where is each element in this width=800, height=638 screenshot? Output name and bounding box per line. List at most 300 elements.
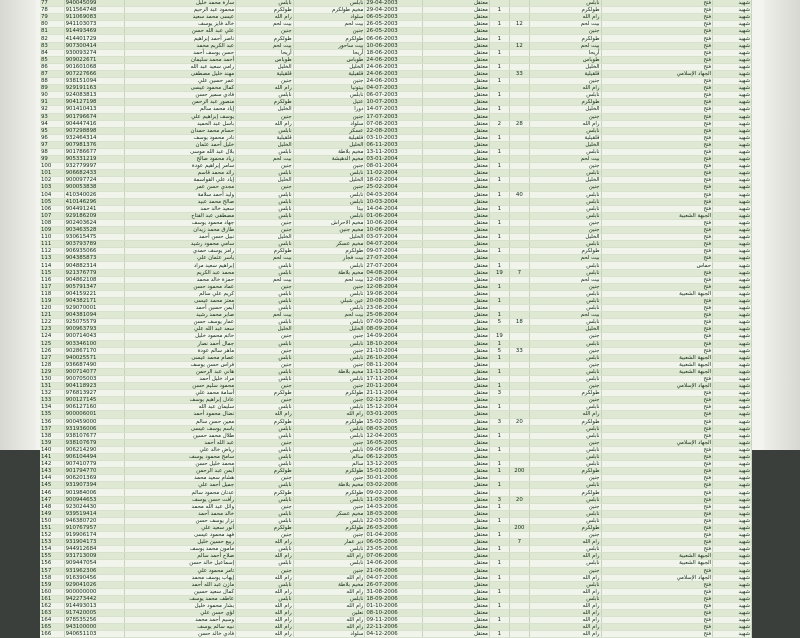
cell-organization: فتح xyxy=(601,418,713,425)
cell-governorate-b: نابلس xyxy=(529,354,601,361)
cell-count-b xyxy=(509,177,529,184)
cell-governorate-b: نابلس xyxy=(529,375,601,382)
cell-name: مراد خليل أحمد xyxy=(124,375,236,382)
cell-governorate-b: رام الله xyxy=(529,610,601,617)
cell-id-number: 906127160 xyxy=(64,404,124,411)
cell-name: رياض خالد علي xyxy=(124,446,236,453)
cell-locality: رام الله xyxy=(293,411,365,418)
cell-type: شهيد xyxy=(713,510,752,517)
cell-name: عمار يوسف حسن xyxy=(124,319,236,326)
cell-serial: 132 xyxy=(40,390,64,397)
cell-status: معتقل xyxy=(422,489,489,496)
cell-type: شهيد xyxy=(713,156,752,163)
cell-governorate-a: نابلس xyxy=(236,425,294,432)
cell-name: تامر محمود علي xyxy=(124,567,236,574)
cell-governorate-b: جنين xyxy=(529,227,601,234)
cell-count-b xyxy=(509,106,529,113)
cell-type: شهيد xyxy=(713,276,752,283)
table-row xyxy=(40,49,752,56)
cell-serial: 87 xyxy=(40,70,64,77)
cell-count-a xyxy=(489,553,509,560)
cell-date: 17-11-2004 xyxy=(365,375,423,382)
cell-type: شهيد xyxy=(713,503,752,510)
cell-governorate-a: نابلس xyxy=(236,148,294,155)
cell-count-a: 1 xyxy=(489,92,509,99)
cell-governorate-a: طولكرم xyxy=(236,418,294,425)
cell-id-number: 941103073 xyxy=(64,21,124,28)
cell-count-a xyxy=(489,425,509,432)
cell-governorate-a: قلقيلية xyxy=(236,134,294,141)
cell-status: معتقل xyxy=(422,141,489,148)
cell-governorate-b: نابلس xyxy=(529,319,601,326)
cell-governorate-b: بيت لحم xyxy=(529,42,601,49)
cell-governorate-b: نابلس xyxy=(529,262,601,269)
cell-serial: 93 xyxy=(40,113,64,120)
cell-locality: قلقيلية xyxy=(293,70,365,77)
cell-count-b xyxy=(509,276,529,283)
cell-serial: 164 xyxy=(40,617,64,624)
cell-locality: سالم xyxy=(293,454,365,461)
cell-locality: نابلس xyxy=(293,170,365,177)
cell-governorate-a: طولكرم xyxy=(236,99,294,106)
cell-count-a xyxy=(489,156,509,163)
cell-serial: 112 xyxy=(40,248,64,255)
cell-name: نبيل حسن أحمد xyxy=(124,234,236,241)
cell-governorate-b: رام الله xyxy=(529,14,601,21)
cell-governorate-a: طولكرم xyxy=(236,35,294,42)
cell-count-a xyxy=(489,510,509,517)
table-row xyxy=(40,567,752,574)
cell-name: حسن يوسف أحمد xyxy=(124,49,236,56)
cell-governorate-a: نابلس xyxy=(236,432,294,439)
cell-count-a xyxy=(489,375,509,382)
cell-status: معتقل xyxy=(422,432,489,439)
table-row xyxy=(40,141,752,148)
cell-status: معتقل xyxy=(422,418,489,425)
cell-name: كريم علي سالم xyxy=(124,290,236,297)
cell-organization: فتح xyxy=(601,21,713,28)
cell-count-a xyxy=(489,539,509,546)
cell-count-a xyxy=(489,454,509,461)
cell-count-a xyxy=(489,28,509,35)
table-row xyxy=(40,319,752,326)
cell-count-a xyxy=(489,475,509,482)
cell-count-b xyxy=(509,156,529,163)
cell-status: معتقل xyxy=(422,326,489,333)
cell-governorate-b: نابلس xyxy=(529,496,601,503)
cell-governorate-a: نابلس xyxy=(236,368,294,375)
cell-governorate-a: نابلس xyxy=(236,461,294,468)
cell-name: مهند خليل مصطفى xyxy=(124,70,236,77)
cell-count-b xyxy=(509,375,529,382)
cell-organization: فتح xyxy=(601,624,713,631)
cell-date: 10-06-2004 xyxy=(365,227,423,234)
cell-serial: 95 xyxy=(40,127,64,134)
cell-locality: مخيم الاحراش xyxy=(293,219,365,226)
cell-count-a xyxy=(489,170,509,177)
cell-count-b xyxy=(509,546,529,553)
cell-status: معتقل xyxy=(422,28,489,35)
cell-count-a: 2 xyxy=(489,120,509,127)
cell-status: معتقل xyxy=(422,375,489,382)
cell-id-number: 904882314 xyxy=(64,262,124,269)
cell-governorate-a: قلقيلية xyxy=(236,70,294,77)
table-row xyxy=(40,361,752,368)
cell-governorate-a: جنين xyxy=(236,439,294,446)
cell-locality: دير عمار xyxy=(293,539,365,546)
cell-governorate-b: نابلس xyxy=(529,212,601,219)
cell-count-b xyxy=(509,595,529,602)
cell-id-number: 904127198 xyxy=(64,99,124,106)
cell-governorate-a: الخليل xyxy=(236,234,294,241)
cell-serial: 153 xyxy=(40,539,64,546)
cell-name: خليل أحمد عثمان xyxy=(124,141,236,148)
cell-serial: 165 xyxy=(40,624,64,631)
cell-count-b xyxy=(509,0,529,7)
cell-governorate-b: جنين xyxy=(529,475,601,482)
cell-type: شهيد xyxy=(713,574,752,581)
table-row xyxy=(40,56,752,63)
cell-status: معتقل xyxy=(422,624,489,631)
cell-count-a: 1 xyxy=(489,205,509,212)
cell-type: شهيد xyxy=(713,35,752,42)
cell-serial: 142 xyxy=(40,461,64,468)
cell-count-a xyxy=(489,624,509,631)
cell-id-number: 901984006 xyxy=(64,489,124,496)
cell-status: معتقل xyxy=(422,234,489,241)
cell-governorate-a: نابلس xyxy=(236,205,294,212)
cell-status: معتقل xyxy=(422,35,489,42)
cell-status: معتقل xyxy=(422,120,489,127)
cell-governorate-a: بيت لحم xyxy=(236,255,294,262)
cell-serial: 123 xyxy=(40,326,64,333)
cell-count-b xyxy=(509,63,529,70)
cell-status: معتقل xyxy=(422,610,489,617)
cell-locality: رام الله xyxy=(293,588,365,595)
cell-governorate-a: نابلس xyxy=(236,241,294,248)
cell-status: معتقل xyxy=(422,368,489,375)
cell-status: معتقل xyxy=(422,0,489,7)
cell-type: شهيد xyxy=(713,333,752,340)
cell-serial: 163 xyxy=(40,610,64,617)
cell-name: حسام محمد حمدان xyxy=(124,127,236,134)
table-row xyxy=(40,7,752,14)
cell-status: معتقل xyxy=(422,163,489,170)
cell-governorate-a: رام الله xyxy=(236,120,294,127)
cell-count-b xyxy=(509,602,529,609)
cell-organization: فتح xyxy=(601,539,713,546)
cell-locality: عين شبلي xyxy=(293,297,365,304)
cell-count-a xyxy=(489,198,509,205)
cell-count-a xyxy=(489,595,509,602)
cell-governorate-b: جنين xyxy=(529,333,601,340)
cell-type: شهيد xyxy=(713,482,752,489)
cell-type: شهيد xyxy=(713,602,752,609)
cell-governorate-b: جنين xyxy=(529,383,601,390)
cell-organization: فتح xyxy=(601,297,713,304)
cell-date: 10-03-2004 xyxy=(365,198,423,205)
cell-id-number: 900459000 xyxy=(64,418,124,425)
table-row xyxy=(40,368,752,375)
cell-status: معتقل xyxy=(422,42,489,49)
cell-serial: 161 xyxy=(40,595,64,602)
cell-date: 24-06-2003 xyxy=(365,78,423,85)
table-row xyxy=(40,468,752,475)
cell-type: شهيد xyxy=(713,305,752,312)
cell-type: شهيد xyxy=(713,312,752,319)
cell-serial: 94 xyxy=(40,120,64,127)
cell-organization: فتح xyxy=(601,99,713,106)
cell-date: 15-01-2006 xyxy=(365,468,423,475)
table-row xyxy=(40,461,752,468)
cell-type: شهيد xyxy=(713,290,752,297)
cell-count-b xyxy=(509,198,529,205)
cell-count-b xyxy=(509,390,529,397)
table-row xyxy=(40,234,752,241)
cell-locality: جنين xyxy=(293,532,365,539)
cell-count-a xyxy=(489,141,509,148)
cell-count-a: 3 xyxy=(489,418,509,425)
cell-count-b xyxy=(509,113,529,120)
cell-id-number: 907300414 xyxy=(64,42,124,49)
records-table-body xyxy=(40,0,752,638)
cell-date: 04-03-2004 xyxy=(365,191,423,198)
cell-count-a: 1 xyxy=(489,432,509,439)
cell-governorate-a: نابلس xyxy=(236,482,294,489)
cell-locality: نعلين xyxy=(293,610,365,617)
cell-locality: جنين xyxy=(293,503,365,510)
cell-organization: فتح xyxy=(601,219,713,226)
cell-type: شهيد xyxy=(713,269,752,276)
cell-id-number: 911564748 xyxy=(64,7,124,14)
cell-count-b xyxy=(509,290,529,297)
cell-date: 10-06-2004 xyxy=(365,219,423,226)
cell-count-a: 1 xyxy=(489,340,509,347)
cell-serial: 127 xyxy=(40,354,64,361)
cell-name: طلال محمد حسين xyxy=(124,432,236,439)
cell-locality: جنين xyxy=(293,347,365,354)
cell-governorate-b: رام الله xyxy=(529,617,601,624)
table-row xyxy=(40,503,752,510)
cell-id-number: 906682433 xyxy=(64,170,124,177)
cell-count-b xyxy=(509,7,529,14)
cell-date: 11-11-2004 xyxy=(365,368,423,375)
cell-serial: 120 xyxy=(40,305,64,312)
cell-locality: جنين xyxy=(293,439,365,446)
cell-organization: فتح xyxy=(601,397,713,404)
cell-count-a: 1 xyxy=(489,163,509,170)
cell-locality: بيت لحم xyxy=(293,276,365,283)
cell-count-b xyxy=(509,305,529,312)
cell-organization: فتح xyxy=(601,35,713,42)
cell-governorate-b: الخليل xyxy=(529,177,601,184)
cell-count-b xyxy=(509,354,529,361)
cell-governorate-b: جنين xyxy=(529,361,601,368)
cell-governorate-b: نابلس xyxy=(529,446,601,453)
cell-id-number: 909022671 xyxy=(64,56,124,63)
cell-type: شهيد xyxy=(713,368,752,375)
cell-count-b xyxy=(509,411,529,418)
cell-status: معتقل xyxy=(422,156,489,163)
cell-governorate-a: بيت لحم xyxy=(236,156,294,163)
cell-id-number: 910767957 xyxy=(64,524,124,531)
cell-date: 20-11-2004 xyxy=(365,383,423,390)
cell-date: 21-11-2004 xyxy=(365,390,423,397)
cell-name: خالد محمد أحمد xyxy=(124,510,236,517)
cell-governorate-a: جنين xyxy=(236,113,294,120)
cell-count-b xyxy=(509,361,529,368)
cell-name: عيسى محمد سعيد xyxy=(124,14,236,21)
cell-status: معتقل xyxy=(422,106,489,113)
cell-count-b xyxy=(509,35,529,42)
table-row xyxy=(40,432,752,439)
table-row xyxy=(40,113,752,120)
cell-count-a: 1 xyxy=(489,262,509,269)
cell-governorate-b: بيت لحم xyxy=(529,312,601,319)
cell-type: شهيد xyxy=(713,631,752,638)
cell-organization: فتح xyxy=(601,283,713,290)
cell-governorate-b: جنين xyxy=(529,532,601,539)
cell-id-number: 900963793 xyxy=(64,326,124,333)
table-row xyxy=(40,283,752,290)
cell-governorate-a: نابلس xyxy=(236,546,294,553)
cell-governorate-b: طولكرم xyxy=(529,468,601,475)
cell-name: أيمن حسين أحمد xyxy=(124,305,236,312)
cell-governorate-a: أريحا xyxy=(236,49,294,56)
cell-status: معتقل xyxy=(422,241,489,248)
cell-count-a: 5 xyxy=(489,347,509,354)
cell-date: 24-06-2003 xyxy=(365,70,423,77)
cell-serial: 114 xyxy=(40,262,64,269)
table-row xyxy=(40,375,752,382)
cell-name: جهاد محمود يوسف xyxy=(124,219,236,226)
cell-count-a: 1 xyxy=(489,588,509,595)
cell-id-number: 931713009 xyxy=(64,553,124,560)
cell-date: 11-03-2006 xyxy=(365,496,423,503)
table-row xyxy=(40,255,752,262)
cell-locality: بيتا xyxy=(293,205,365,212)
cell-type: شهيد xyxy=(713,404,752,411)
cell-governorate-a: جنين xyxy=(236,347,294,354)
cell-id-number: 900944653 xyxy=(64,496,124,503)
cell-count-a: 1 xyxy=(489,560,509,567)
cell-id-number: 907981376 xyxy=(64,141,124,148)
cell-id-number: 906104494 xyxy=(64,454,124,461)
cell-status: معتقل xyxy=(422,482,489,489)
cell-count-a: 1 xyxy=(489,631,509,638)
cell-locality: طولكرم xyxy=(293,248,365,255)
cell-id-number: 929070001 xyxy=(64,305,124,312)
cell-locality: نابلس xyxy=(293,446,365,453)
cell-status: معتقل xyxy=(422,212,489,219)
cell-status: معتقل xyxy=(422,468,489,475)
cell-governorate-a: رام الله xyxy=(236,602,294,609)
cell-name: صابر محمد رشيد xyxy=(124,312,236,319)
cell-governorate-b: رام الله xyxy=(529,624,601,631)
cell-serial: 92 xyxy=(40,106,64,113)
cell-type: شهيد xyxy=(713,127,752,134)
table-row xyxy=(40,602,752,609)
cell-date: 03-01-2004 xyxy=(365,156,423,163)
cell-organization: فتح xyxy=(601,333,713,340)
cell-status: معتقل xyxy=(422,383,489,390)
table-row xyxy=(40,510,752,517)
cell-id-number: 904447416 xyxy=(64,120,124,127)
cell-type: شهيد xyxy=(713,567,752,574)
cell-serial: 86 xyxy=(40,63,64,70)
cell-date: 06-11-2003 xyxy=(365,141,423,148)
cell-serial: 143 xyxy=(40,468,64,475)
cell-governorate-a: نابلس xyxy=(236,595,294,602)
cell-count-b xyxy=(509,262,529,269)
cell-id-number: 902403624 xyxy=(64,219,124,226)
cell-count-b xyxy=(509,432,529,439)
cell-locality: طولكرم xyxy=(293,524,365,531)
cell-id-number: 938107677 xyxy=(64,432,124,439)
cell-date: 08-01-2004 xyxy=(365,163,423,170)
table-row xyxy=(40,14,752,21)
cell-organization: فتح xyxy=(601,489,713,496)
cell-date: 07-09-2004 xyxy=(365,319,423,326)
cell-date: 04-08-2004 xyxy=(365,269,423,276)
cell-name: عماد محمود حسن xyxy=(124,283,236,290)
cell-count-b xyxy=(509,326,529,333)
cell-type: شهيد xyxy=(713,184,752,191)
cell-serial: 91 xyxy=(40,99,64,106)
cell-type: شهيد xyxy=(713,496,752,503)
cell-organization: فتح xyxy=(601,425,713,432)
cell-governorate-a: نابلس xyxy=(236,581,294,588)
table-row xyxy=(40,404,752,411)
cell-status: معتقل xyxy=(422,70,489,77)
cell-count-b xyxy=(509,439,529,446)
cell-name: فهد محمود عيسى xyxy=(124,532,236,539)
cell-type: شهيد xyxy=(713,163,752,170)
cell-organization: فتح xyxy=(601,475,713,482)
cell-organization: فتح xyxy=(601,148,713,155)
cell-serial: 83 xyxy=(40,42,64,49)
table-row xyxy=(40,390,752,397)
cell-type: شهيد xyxy=(713,539,752,546)
cell-id-number: 942273442 xyxy=(64,595,124,602)
cell-type: شهيد xyxy=(713,255,752,262)
cell-date: 29-04-2003 xyxy=(365,0,423,7)
cell-status: معتقل xyxy=(422,127,489,134)
cell-name: سامر إبراهيم عودة xyxy=(124,163,236,170)
cell-id-number: 940045099 xyxy=(64,0,124,7)
cell-organization: الجهاد الإسلامي xyxy=(601,70,713,77)
cell-name: فادي خالد حسن xyxy=(124,631,236,638)
cell-date: 26-05-2003 xyxy=(365,21,423,28)
cell-count-a: 19 xyxy=(489,269,509,276)
cell-type: شهيد xyxy=(713,106,752,113)
cell-name: حاتم محمود خليل xyxy=(124,333,236,340)
cell-id-number: 976813927 xyxy=(64,390,124,397)
cell-governorate-b: نابلس xyxy=(529,269,601,276)
cell-type: شهيد xyxy=(713,524,752,531)
cell-organization: فتح xyxy=(601,631,713,638)
cell-name: خالد فايز يوسف xyxy=(124,21,236,28)
cell-governorate-b: جنين xyxy=(529,163,601,170)
cell-count-a: 1 xyxy=(489,78,509,85)
cell-governorate-b: نابلس xyxy=(529,198,601,205)
cell-serial: 166 xyxy=(40,631,64,638)
cell-id-number: 414401729 xyxy=(64,35,124,42)
cell-status: معتقل xyxy=(422,333,489,340)
cell-name: معين حسن سالم xyxy=(124,418,236,425)
cell-serial: 106 xyxy=(40,205,64,212)
cell-organization: فتح xyxy=(601,248,713,255)
